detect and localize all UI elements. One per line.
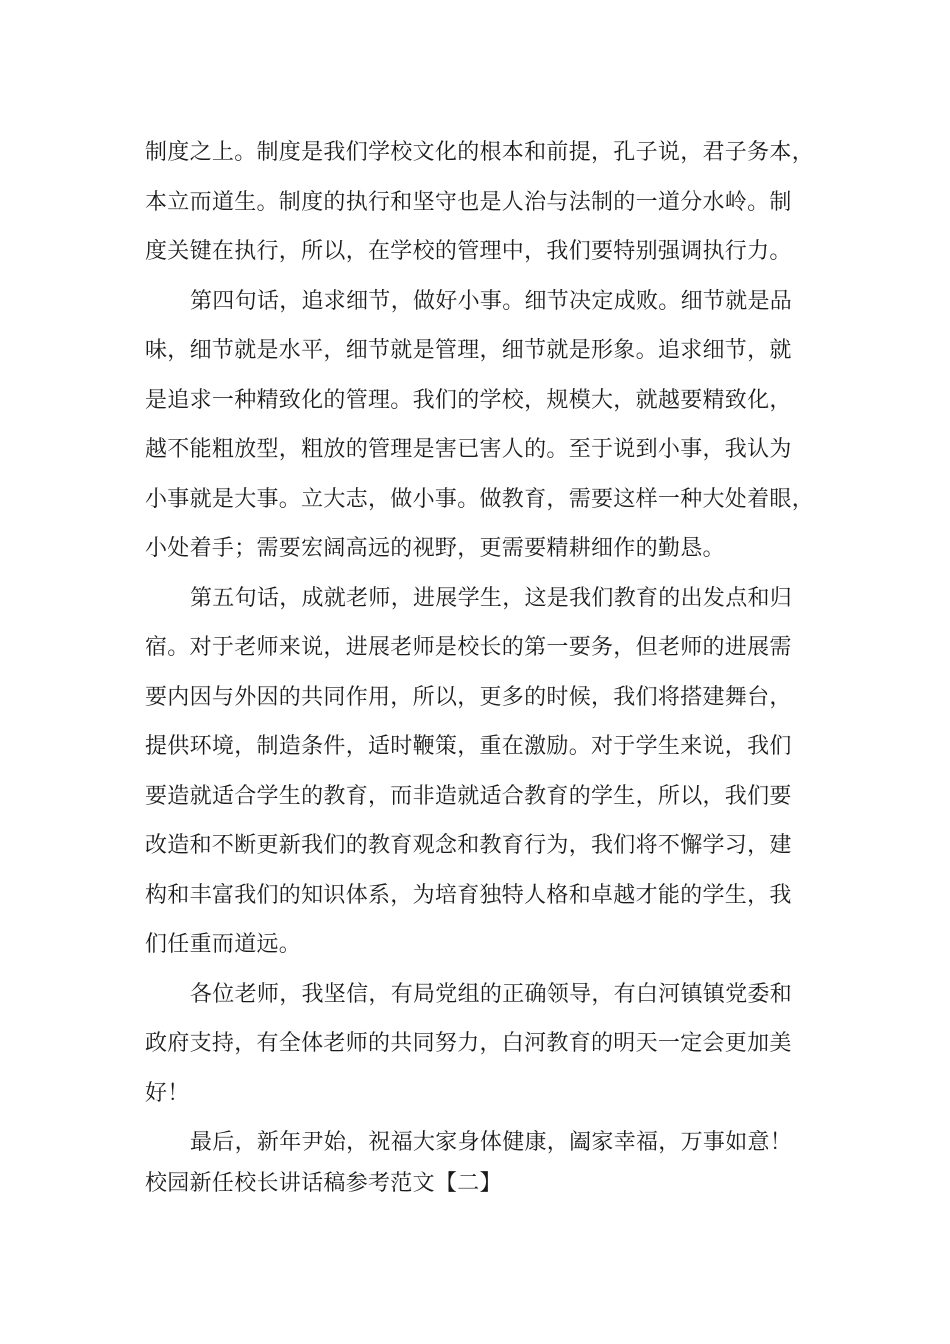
text-line: 们任重而道远。 (145, 932, 302, 957)
text-line: 好！ (145, 1080, 190, 1106)
text-line: 制度之上。制度是我们学校文化的根本和前提，孔子说，君子务本， (145, 140, 815, 165)
text-line: 越不能粗放型，粗放的管理是害已害人的。至于说到小事，我认为 (145, 437, 792, 462)
text-line: 小处着手；需要宏阔高远的视野，更需要精耕细作的勤恳。 (145, 536, 725, 561)
text-line: 政府支持，有全体老师的共同努力，白河教育的明天一定会更加美 (145, 1031, 792, 1056)
text-line: 各位老师，我坚信，有局党组的正确领导，有白河镇镇党委和 (190, 981, 793, 1007)
section-title: 校园新任校长讲话稿参考范文【二】 (145, 1170, 502, 1196)
text-line: 是追求一种精致化的管理。我们的学校，规模大，就越要精致化， (145, 387, 792, 413)
text-line: 宿。对于老师来说，进展老师是校长的第一要务，但老师的进展需 (145, 635, 792, 660)
text-line: 最后，新年尹始，祝福大家身体健康，阖家幸福，万事如意！ (190, 1130, 793, 1155)
text-line: 要内因与外因的共同作用，所以，更多的时候，我们将搭建舞台， (145, 684, 792, 710)
text-line: 提供环境，制造条件，适时鞭策，重在激励。对于学生来说，我们 (145, 734, 792, 759)
text-line: 构和丰富我们的知识体系，为培育独特人格和卓越才能的学生，我 (145, 882, 792, 908)
text-line: 第四句话，追求细节，做好小事。细节决定成败。细节就是品 (190, 288, 793, 314)
text-line: 第五句话，成就老师，进展学生，这是我们教育的出发点和归 (190, 585, 793, 611)
document-body (145, 128, 825, 1204)
text-line: 味，细节就是水平，细节就是管理，细节就是形象。追求细节，就 (145, 338, 792, 363)
text-line: 度关键在执行，所以，在学校的管理中，我们要特别强调执行力。 (145, 239, 792, 264)
text-line: 本立而道生。制度的执行和坚守也是人治与法制的一道分水岭。制 (145, 189, 792, 215)
text-line: 小事就是大事。立大志，做小事。做教育，需要这样一种大处着眼， (145, 486, 815, 512)
text-line: 改造和不断更新我们的教育观念和教育行为，我们将不懈学习，建 (145, 833, 792, 858)
text-line: 要造就适合学生的教育，而非造就适合教育的学生，所以，我们要 (145, 783, 792, 809)
